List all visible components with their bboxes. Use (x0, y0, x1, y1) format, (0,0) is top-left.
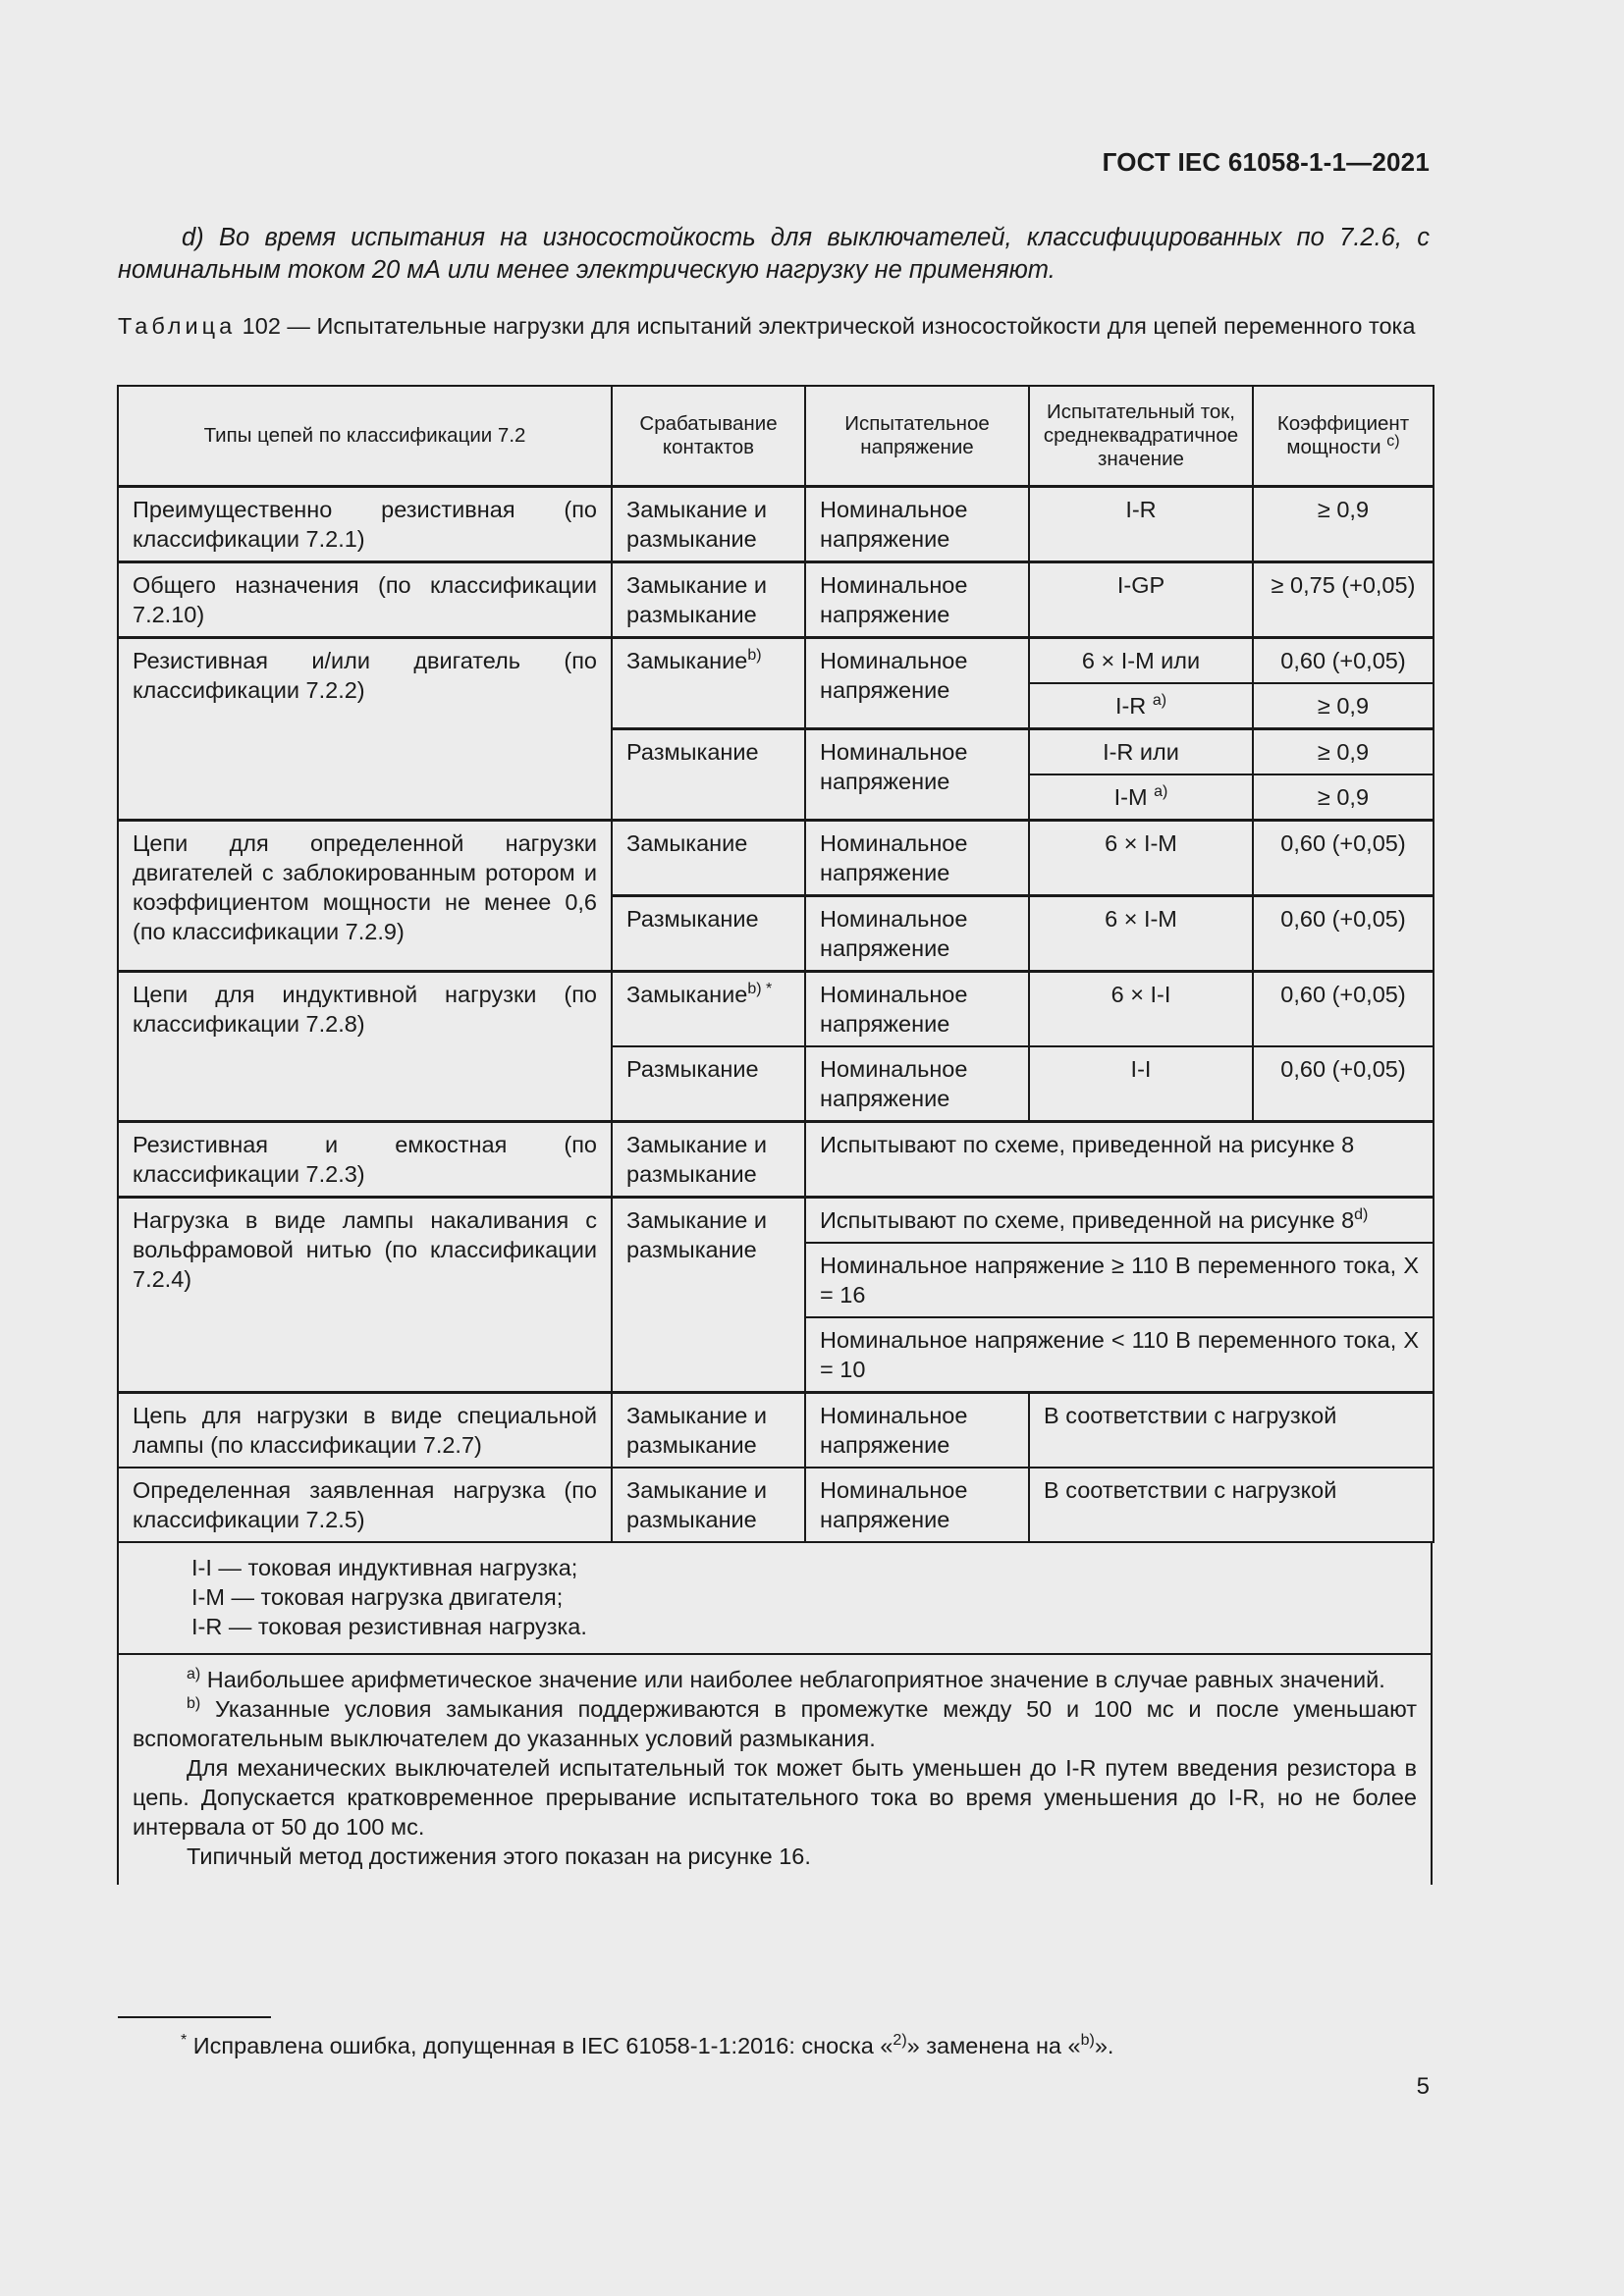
footnote-b: $^{b)}$ Указанные условия замыкания поддерживаются в промежутке между 50 и 100 мс и после уменьшают вспомогательным выключателем до указанных условий размыкания. (133, 1695, 1417, 1751)
cell-operation: Размыкание (612, 1046, 805, 1122)
cell-operation: Размыкание (612, 896, 805, 972)
cell-power-factor: ≥ 0,9 (1253, 774, 1434, 821)
cell-current: I-M $^{a)}$ (1029, 774, 1253, 821)
cell-voltage: Номинальное напряжение (805, 487, 1029, 562)
cell-method: Испытывают по схеме, приведенной на рисунке 8 (805, 1122, 1434, 1198)
header-voltage: Испытательное напряжение (805, 386, 1029, 487)
cell-type: Цепь для нагрузки в виде специальной лампы (по классификации 7.2.7) (118, 1393, 612, 1468)
cell-current: 6 × I-I (1029, 972, 1253, 1047)
cell-power-factor: ≥ 0,75 (+0,05) (1253, 562, 1434, 638)
footnote-a: $^{a)}$ Наибольшее арифметическое значение или наиболее неблагоприятное значение в случае равных значений. (187, 1666, 1385, 1692)
header-type: Типы цепей по классификации 7.2 (118, 386, 612, 487)
cell-power-factor: 0,60 (+0,05) (1253, 638, 1434, 684)
header-current: Испытательный ток, среднеквадратичное значение (1029, 386, 1253, 487)
page-footnote: * Исправлена ошибка, допущенная в IEC 61058-1-1:2016: сноска «$^{2)}$» заменена на «$^{b)}$». (181, 2032, 1114, 2058)
cell-type: Преимущественно резистивная (по классификации 7.2.1) (118, 487, 612, 562)
header-power-factor: Коэффициент мощности $^{c)}$ (1253, 386, 1434, 487)
cell-voltage: Номинальное напряжение (805, 638, 1029, 729)
document-code: ГОСТ IEC 61058-1-1—2021 (1102, 147, 1430, 177)
cell-operation: Замыкание и размыкание (612, 1122, 805, 1198)
cell-current: 6 × I-M (1029, 821, 1253, 896)
cell-type: Резистивная и емкостная (по классификации 7.2.3) (118, 1122, 612, 1198)
cell-voltage: Номинальное напряжение (805, 1468, 1029, 1542)
cell-current: 6 × I-M (1029, 896, 1253, 972)
cell-voltage: Номинальное напряжение (805, 896, 1029, 972)
cell-voltage: Номинальное напряжение (805, 562, 1029, 638)
cell-operation: Замыкание и размыкание (612, 1468, 805, 1542)
cell-power-factor: 0,60 (+0,05) (1253, 972, 1434, 1047)
cell-power-factor: 0,60 (+0,05) (1253, 1046, 1434, 1122)
cell-current: I-GP (1029, 562, 1253, 638)
test-loads-table (117, 385, 1433, 1885)
cell-power-factor: 0,60 (+0,05) (1253, 896, 1434, 972)
cell-operation: Замыкание и размыкание (612, 487, 805, 562)
cell-voltage: Номинальное напряжение (805, 1393, 1029, 1468)
footnote-divider (118, 2016, 271, 2018)
table-row (118, 638, 1434, 684)
cell-voltage: Номинальное напряжение (805, 729, 1029, 821)
cell-operation: Замыкание и размыкание (612, 562, 805, 638)
cell-current-pf: В соответствии с нагрузкой (1029, 1393, 1434, 1468)
legend-item: I-I — токовая индуктивная нагрузка; (191, 1555, 578, 1580)
cell-operation: Замыкание (612, 821, 805, 896)
cell-operation: Замыкание$^{b)}$ (612, 638, 805, 729)
cell-operation: Замыкание$^{b) *}$ (612, 972, 805, 1047)
table-row (118, 972, 1434, 1047)
cell-type: Резистивная и/или двигатель (по классификации 7.2.2) (118, 638, 612, 821)
cell-power-factor: 0,60 (+0,05) (1253, 821, 1434, 896)
intro-paragraph: d) Во время испытания на износостойкость для выключателей, классифицированных по 7.2.6, с номинальным током 20 мА или менее электрическую нагрузку не применяют. (118, 224, 1430, 284)
table-row (118, 1198, 1434, 1244)
table-header-row (118, 386, 1434, 487)
cell-method: Испытывают по схеме, приведенной на рисунке 8$^{d)}$ (805, 1198, 1434, 1244)
cell-operation: Размыкание (612, 729, 805, 821)
cell-power-factor: ≥ 0,9 (1253, 683, 1434, 729)
cell-current-pf: В соответствии с нагрузкой (1029, 1468, 1434, 1542)
cell-type: Общего назначения (по классификации 7.2.10) (118, 562, 612, 638)
table-row (118, 821, 1434, 896)
legend-item: I-M — токовая нагрузка двигателя; (191, 1584, 564, 1610)
footnote-paragraph: Типичный метод достижения этого показан на рисунке 16. (187, 1843, 811, 1869)
cell-operation: Замыкание и размыкание (612, 1393, 805, 1468)
cell-current: I-R $^{a)}$ (1029, 683, 1253, 729)
cell-type: Нагрузка в виде лампы накаливания с вольфрамовой нитью (по классификации 7.2.4) (118, 1198, 612, 1393)
table-footnotes (117, 1655, 1433, 1885)
cell-power-factor: ≥ 0,9 (1253, 729, 1434, 775)
cell-type: Цепи для индуктивной нагрузки (по классификации 7.2.8) (118, 972, 612, 1122)
table-row (118, 1122, 1434, 1198)
cell-current: 6 × I-M или (1029, 638, 1253, 684)
legend-item: I-R — токовая резистивная нагрузка. (191, 1614, 587, 1639)
cell-voltage: Номинальное напряжение (805, 821, 1029, 896)
table-row (118, 1393, 1434, 1468)
cell-type: Цепи для определенной нагрузки двигателей с заблокированным ротором и коэффициентом мощности не менее 0,6 (по классификации 7.2.9) (118, 821, 612, 972)
cell-method: Номинальное напряжение < 110 В переменного тока, X = 10 (805, 1317, 1434, 1393)
cell-current: I-R (1029, 487, 1253, 562)
header-operation: Срабатывание контактов (612, 386, 805, 487)
table-row (118, 1468, 1434, 1542)
table-row (118, 562, 1434, 638)
table-row (118, 487, 1434, 562)
cell-current: I-R или (1029, 729, 1253, 775)
cell-operation: Замыкание и размыкание (612, 1198, 805, 1393)
cell-method: Номинальное напряжение ≥ 110 В переменного тока, X = 16 (805, 1243, 1434, 1317)
cell-voltage: Номинальное напряжение (805, 972, 1029, 1047)
table-caption: Таблица 102 — Испытательные нагрузки для испытаний электрической износостойкости для цепей переменного тока (118, 313, 1416, 339)
cell-power-factor: ≥ 0,9 (1253, 487, 1434, 562)
cell-current: I-I (1029, 1046, 1253, 1122)
table-legend (117, 1543, 1433, 1655)
cell-voltage: Номинальное напряжение (805, 1046, 1029, 1122)
footnote-paragraph: Для механических выключателей испытательный ток может быть уменьшен до I-R путем введения резистора в цепь. Допускается кратковременное прерывание испытательного тока во время уменьшения до I-R, но не более интервала от 50 до 100 мс. (133, 1755, 1417, 1840)
page-number: 5 (1416, 2073, 1430, 2100)
cell-type: Определенная заявленная нагрузка (по классификации 7.2.5) (118, 1468, 612, 1542)
